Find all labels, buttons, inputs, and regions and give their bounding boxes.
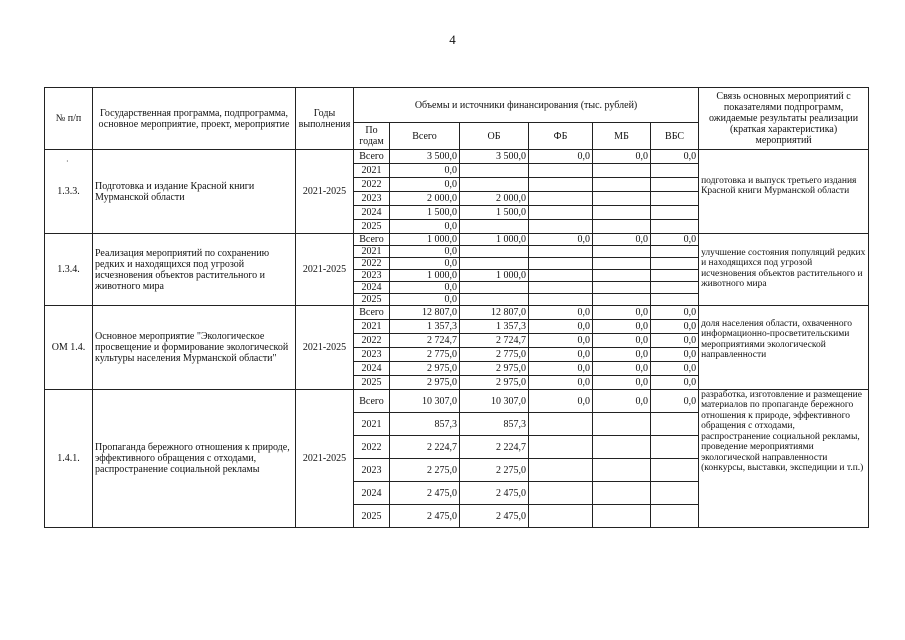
item-result [699, 234, 869, 306]
cell-total: 857,3 [390, 413, 460, 436]
cell-ob: 2 975,0 [460, 376, 529, 390]
cell-total: 10 307,0 [390, 390, 460, 413]
item-years: 2021-2025 [296, 306, 354, 390]
cell-ob: 1 357,3 [460, 320, 529, 334]
result-text: улучшение состояния популяций редких и находящихся под угрозой исчезновения объектов растительного и животного мира [701, 248, 866, 290]
cell-year: Всего [354, 390, 390, 413]
cell-year: Всего [354, 150, 390, 164]
cell-total: 1 000,0 [390, 234, 460, 246]
cell-mb [593, 282, 651, 294]
cell-ob [460, 282, 529, 294]
header-num: № п/п [45, 88, 93, 150]
cell-total: 2 000,0 [390, 192, 460, 206]
item-years: 2021-2025 [296, 234, 354, 306]
cell-vbs [651, 258, 699, 270]
cell-ob [460, 294, 529, 306]
cell-ob: 12 807,0 [460, 306, 529, 320]
cell-vbs [651, 246, 699, 258]
cell-fb [529, 505, 593, 528]
cell-mb [593, 178, 651, 192]
cell-year: 2024 [354, 362, 390, 376]
cell-fb: 0,0 [529, 348, 593, 362]
header-ob: ОБ [460, 123, 529, 150]
cell-total: 12 807,0 [390, 306, 460, 320]
cell-total: 2 224,7 [390, 436, 460, 459]
cell-ob: 2 224,7 [460, 436, 529, 459]
cell-ob [460, 220, 529, 234]
cell-fb [529, 258, 593, 270]
cell-fb: 0,0 [529, 234, 593, 246]
cell-fb: 0,0 [529, 362, 593, 376]
cell-fb: 0,0 [529, 334, 593, 348]
item-number: 1.4.1. [45, 390, 93, 528]
table-header [45, 88, 869, 150]
cell-vbs: 0,0 [651, 362, 699, 376]
cell-mb [593, 258, 651, 270]
cell-year: 2024 [354, 482, 390, 505]
cell-fb [529, 246, 593, 258]
cell-total: 0,0 [390, 258, 460, 270]
cell-mb [593, 246, 651, 258]
item-name: Пропаганда бережного отношения к природе, эффективного обращения с отходами, распространение социальной рекламы [93, 390, 296, 528]
cell-total: 3 500,0 [390, 150, 460, 164]
cell-year: 2023 [354, 192, 390, 206]
cell-mb: 0,0 [593, 320, 651, 334]
table-row [45, 234, 869, 246]
cell-vbs [651, 413, 699, 436]
cell-fb: 0,0 [529, 150, 593, 164]
cell-vbs: 0,0 [651, 348, 699, 362]
cell-vbs [651, 482, 699, 505]
cell-year: 2021 [354, 164, 390, 178]
cell-mb: 0,0 [593, 306, 651, 320]
table-row [45, 306, 869, 320]
cell-total: 2 275,0 [390, 459, 460, 482]
cell-vbs: 0,0 [651, 320, 699, 334]
cell-ob [460, 164, 529, 178]
header-by-years: По годам [354, 123, 390, 150]
cell-fb [529, 294, 593, 306]
header-fb: ФБ [529, 123, 593, 150]
cell-vbs [651, 294, 699, 306]
cell-mb [593, 459, 651, 482]
cell-fb [529, 282, 593, 294]
result-text: подготовка и выпуск третьего издания Красной книги Мурманской области [701, 176, 857, 197]
cell-vbs: 0,0 [651, 306, 699, 320]
page-number: 4 [449, 32, 456, 47]
cell-mb [593, 206, 651, 220]
cell-ob: 2 475,0 [460, 505, 529, 528]
cell-mb [593, 482, 651, 505]
cell-ob: 1 000,0 [460, 270, 529, 282]
item-number: 1.3.3. [45, 150, 93, 234]
result-text: доля населения области, охваченного информационно-просветительскими мероприятиями экологической направленности [701, 319, 853, 361]
cell-fb: 0,0 [529, 306, 593, 320]
cell-total: 2 724,7 [390, 334, 460, 348]
cell-ob [460, 178, 529, 192]
cell-ob: 2 775,0 [460, 348, 529, 362]
cell-mb [593, 270, 651, 282]
cell-mb: 0,0 [593, 362, 651, 376]
cell-mb: 0,0 [593, 390, 651, 413]
cell-vbs: 0,0 [651, 234, 699, 246]
item-name: Реализация мероприятий по сохранению редких и находящихся под угрозой исчезновения объектов растительного и животного мира [93, 234, 296, 306]
item-result [699, 306, 869, 390]
cell-ob: 2 275,0 [460, 459, 529, 482]
item-name: Подготовка и издание Красной книги Мурманской области [93, 150, 296, 234]
cell-mb: 0,0 [593, 376, 651, 390]
cell-fb: 0,0 [529, 320, 593, 334]
cell-year: 2021 [354, 413, 390, 436]
cell-ob: 2 975,0 [460, 362, 529, 376]
cell-total: 2 475,0 [390, 505, 460, 528]
table-body [45, 150, 869, 528]
cell-ob [460, 258, 529, 270]
cell-ob: 2 475,0 [460, 482, 529, 505]
cell-year: 2025 [354, 505, 390, 528]
cell-total: 0,0 [390, 246, 460, 258]
table-row [45, 390, 869, 413]
cell-year: 2024 [354, 206, 390, 220]
cell-mb: 0,0 [593, 150, 651, 164]
cell-mb: 0,0 [593, 334, 651, 348]
table-row [45, 150, 869, 164]
cell-vbs [651, 282, 699, 294]
header-vbs: ВБС [651, 123, 699, 150]
cell-fb [529, 220, 593, 234]
cell-fb [529, 206, 593, 220]
cell-fb [529, 482, 593, 505]
funding-table [44, 87, 869, 528]
header-program: Государственная программа, подпрограмма, основное мероприятие, проект, мероприятие [93, 88, 296, 150]
cell-total: 2 475,0 [390, 482, 460, 505]
item-number: 1.3.4. [45, 234, 93, 306]
cell-year: Всего [354, 234, 390, 246]
item-years: 2021-2025 [296, 150, 354, 234]
cell-mb: 0,0 [593, 234, 651, 246]
cell-vbs: 0,0 [651, 334, 699, 348]
cell-ob [460, 246, 529, 258]
cell-vbs [651, 436, 699, 459]
margin-dot: · [66, 157, 69, 166]
cell-fb: 0,0 [529, 390, 593, 413]
cell-total: 0,0 [390, 294, 460, 306]
cell-ob: 857,3 [460, 413, 529, 436]
cell-fb [529, 178, 593, 192]
header-funding: Объемы и источники финансирования (тыс. рублей) [354, 88, 699, 123]
cell-vbs [651, 164, 699, 178]
cell-total: 1 357,3 [390, 320, 460, 334]
cell-total: 0,0 [390, 220, 460, 234]
cell-year: 2025 [354, 220, 390, 234]
cell-year: 2025 [354, 294, 390, 306]
cell-ob: 1 500,0 [460, 206, 529, 220]
cell-fb [529, 192, 593, 206]
cell-total: 1 000,0 [390, 270, 460, 282]
item-result [699, 390, 869, 528]
cell-mb [593, 413, 651, 436]
header-mb: МБ [593, 123, 651, 150]
cell-fb [529, 459, 593, 482]
cell-year: 2022 [354, 178, 390, 192]
cell-year: Всего [354, 306, 390, 320]
cell-mb [593, 294, 651, 306]
cell-total: 0,0 [390, 178, 460, 192]
cell-ob: 2 724,7 [460, 334, 529, 348]
item-result [699, 150, 869, 234]
cell-fb [529, 413, 593, 436]
cell-year: 2024 [354, 282, 390, 294]
item-name: Основное мероприятие "Экологическое просвещение и формирование экологической культуры населения Мурманской области" [93, 306, 296, 390]
cell-fb [529, 164, 593, 178]
cell-year: 2023 [354, 459, 390, 482]
cell-vbs [651, 459, 699, 482]
cell-vbs: 0,0 [651, 376, 699, 390]
cell-vbs [651, 220, 699, 234]
header-total: Всего [390, 123, 460, 150]
cell-total: 0,0 [390, 282, 460, 294]
cell-vbs [651, 270, 699, 282]
cell-ob: 2 000,0 [460, 192, 529, 206]
cell-year: 2022 [354, 258, 390, 270]
cell-total: 2 975,0 [390, 376, 460, 390]
cell-year: 2023 [354, 348, 390, 362]
cell-ob: 3 500,0 [460, 150, 529, 164]
cell-fb: 0,0 [529, 376, 593, 390]
cell-mb: 0,0 [593, 348, 651, 362]
cell-total: 2 975,0 [390, 362, 460, 376]
cell-ob: 10 307,0 [460, 390, 529, 413]
cell-vbs: 0,0 [651, 390, 699, 413]
cell-mb [593, 192, 651, 206]
cell-vbs [651, 206, 699, 220]
header-years: Годы выполнения [296, 88, 354, 150]
cell-year: 2022 [354, 436, 390, 459]
item-years: 2021-2025 [296, 390, 354, 528]
cell-vbs [651, 192, 699, 206]
cell-mb [593, 505, 651, 528]
cell-fb [529, 270, 593, 282]
cell-year: 2021 [354, 246, 390, 258]
cell-mb [593, 164, 651, 178]
cell-mb [593, 436, 651, 459]
result-text: разработка, изготовление и размещение материалов по пропаганде бережного отношения к природе, эффективного обращения с отходами, распространение социальной рекламы, проведение мероприятиями экологической направленности (конкурсы, выставки, экспедиции и т.п.) [701, 390, 864, 474]
cell-year: 2025 [354, 376, 390, 390]
cell-vbs [651, 505, 699, 528]
cell-mb [593, 220, 651, 234]
cell-vbs [651, 178, 699, 192]
cell-ob: 1 000,0 [460, 234, 529, 246]
header-link: Связь основных мероприятий с показателями подпрограмм, ожидаемые результаты реализации (краткая характеристика) мероприятий [699, 88, 869, 150]
cell-total: 2 775,0 [390, 348, 460, 362]
cell-year: 2023 [354, 270, 390, 282]
item-number: ОМ 1.4. [45, 306, 93, 390]
cell-total: 0,0 [390, 164, 460, 178]
cell-total: 1 500,0 [390, 206, 460, 220]
cell-vbs: 0,0 [651, 150, 699, 164]
cell-year: 2021 [354, 320, 390, 334]
cell-year: 2022 [354, 334, 390, 348]
cell-fb [529, 436, 593, 459]
